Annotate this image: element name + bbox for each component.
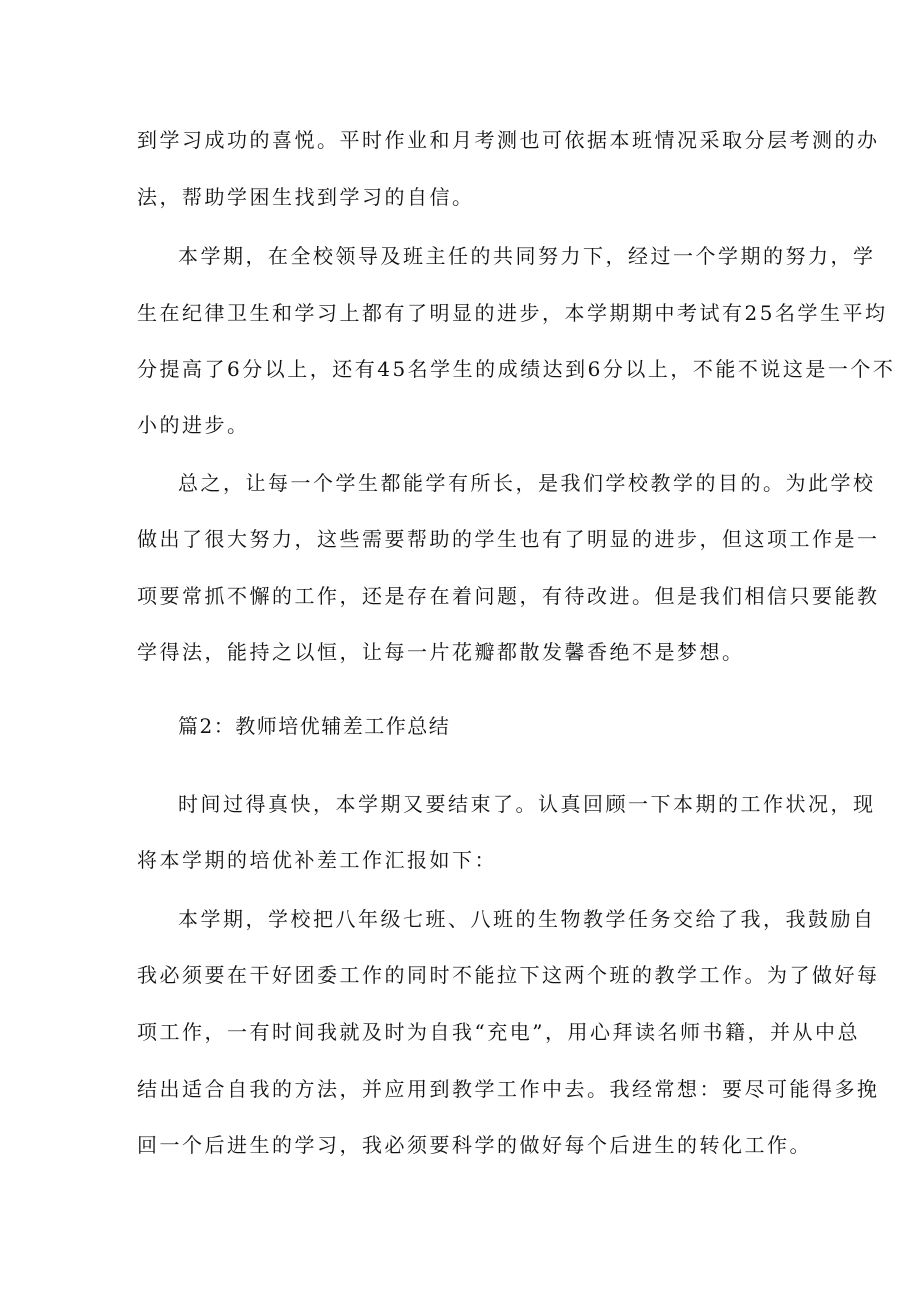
text-line: 回一个后进生的学习，我必须要科学的做好每个后进生的转化工作。 bbox=[137, 1133, 812, 1157]
text-line: 项要常抓不懈的工作，还是存在着问题，有待改进。但是我们相信只要能教 bbox=[137, 584, 880, 608]
text-line: 到学习成功的喜悦。平时作业和月考测也可依据本班情况采取分层考测的办 bbox=[137, 128, 880, 152]
text-line: 项工作，一有时间我就及时为自我“充电”，用心拜读名师书籍，并从中总 bbox=[137, 1020, 860, 1044]
text-line: 将本学期的培优补差工作汇报如下： bbox=[137, 848, 497, 872]
text-line: 总之，让每一个学生都能学有所长，是我们学校教学的目的。为此学校 bbox=[178, 471, 876, 495]
text-line: 做出了很大努力，这些需要帮助的学生也有了明显的进步，但这项工作是一 bbox=[137, 527, 880, 551]
text-line: 本学期，在全校领导及班主任的共同努力下，经过一个学期的努力，学 bbox=[178, 244, 876, 268]
text-line: 分提高了6分以上，还有45名学生的成绩达到6分以上，不能不说这是一个不 bbox=[137, 357, 896, 381]
text-line: 结出适合自我的方法，并应用到教学工作中去。我经常想：要尽可能得多挽 bbox=[137, 1077, 880, 1101]
text-line: 时间过得真快，本学期又要结束了。认真回顾一下本期的工作状况，现 bbox=[178, 792, 876, 816]
text-line: 学得法，能持之以恒，让每一片花瓣都散发馨香绝不是梦想。 bbox=[137, 640, 745, 664]
text-line: 小的进步。 bbox=[137, 413, 250, 437]
section-heading: 篇2：教师培优辅差工作总结 bbox=[178, 714, 451, 738]
text-line: 我必须要在干好团委工作的同时不能拉下这两个班的教学工作。为了做好每 bbox=[137, 963, 880, 987]
text-line: 生在纪律卫生和学习上都有了明显的进步，本学期期中考试有25名学生平均 bbox=[137, 301, 888, 325]
text-line: 本学期，学校把八年级七班、八班的生物教学任务交给了我，我鼓励自 bbox=[178, 907, 876, 931]
text-line: 法，帮助学困生找到学习的自信。 bbox=[137, 185, 475, 209]
